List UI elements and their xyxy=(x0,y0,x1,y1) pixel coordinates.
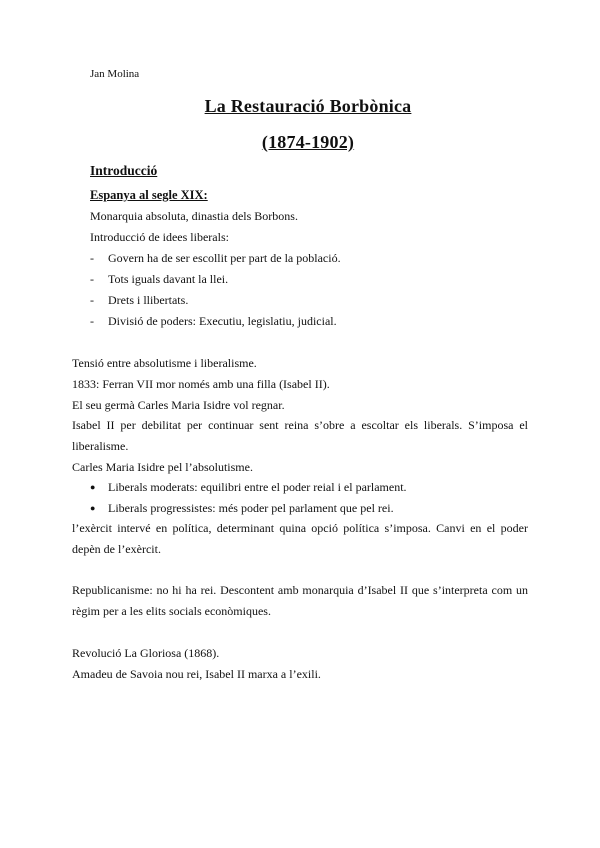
dash-list-item: Govern ha de ser escollit per part de la població. xyxy=(108,251,341,265)
dash-list-item: Tots iguals davant la llei. xyxy=(108,272,229,286)
dash-marker: - xyxy=(90,314,94,328)
paragraph-exercit: l’exèrcit intervé en política, determinant quina opció política s’imposa. Canvi en el poder depèn de l’exèrcit. xyxy=(72,521,528,556)
text-line: Amadeu de Savoia nou rei, Isabel II marxa a l’exili. xyxy=(72,667,321,681)
text-line: Introducció de idees liberals: xyxy=(90,230,229,244)
paragraph-isabel: Isabel II per debilitat per continuar sent reina s’obre a escoltar els liberals. S’imposa el liberalisme. xyxy=(72,418,528,453)
dash-list-item: Drets i llibertats. xyxy=(108,293,189,307)
intro-heading: Introducció xyxy=(90,163,158,178)
text-line: Carles Maria Isidre pel l’absolutisme. xyxy=(72,460,253,474)
dash-marker: - xyxy=(90,272,94,286)
page-title-dates: (1874-1902) xyxy=(261,132,355,152)
author-name: Jan Molina xyxy=(90,68,140,80)
text-line: Tensió entre absolutisme i liberalisme. xyxy=(72,356,257,370)
bullet-list-item: Liberals progressistes: més poder pel parlament que pel rei. xyxy=(108,501,394,515)
dash-marker: - xyxy=(90,293,94,307)
text-line: Monarquia absoluta, dinastia dels Borbons. xyxy=(90,209,298,223)
paragraph-republicanisme: Republicanisme: no hi ha rei. Descontent amb monarquia d’Isabel II que s’interpreta com un règim per a les elits socials econòmiques. xyxy=(72,583,528,618)
dash-list-item: Divisió de poders: Executiu, legislatiu, judicial. xyxy=(108,314,337,328)
dash-marker: - xyxy=(90,251,94,265)
page-title: La Restauració Borbònica xyxy=(204,96,412,116)
bullet-icon: ● xyxy=(90,503,96,513)
bullet-icon: ● xyxy=(90,482,96,492)
text-line: 1833: Ferran VII mor només amb una filla (Isabel II). xyxy=(72,377,330,391)
text-line: El seu germà Carles Maria Isidre vol regnar. xyxy=(72,398,285,412)
text-line: Revolució La Gloriosa (1868). xyxy=(72,646,220,660)
bullet-list-item: Liberals moderats: equilibri entre el poder reial i el parlament. xyxy=(108,480,407,494)
section-heading: Espanya al segle XIX: xyxy=(90,188,208,202)
